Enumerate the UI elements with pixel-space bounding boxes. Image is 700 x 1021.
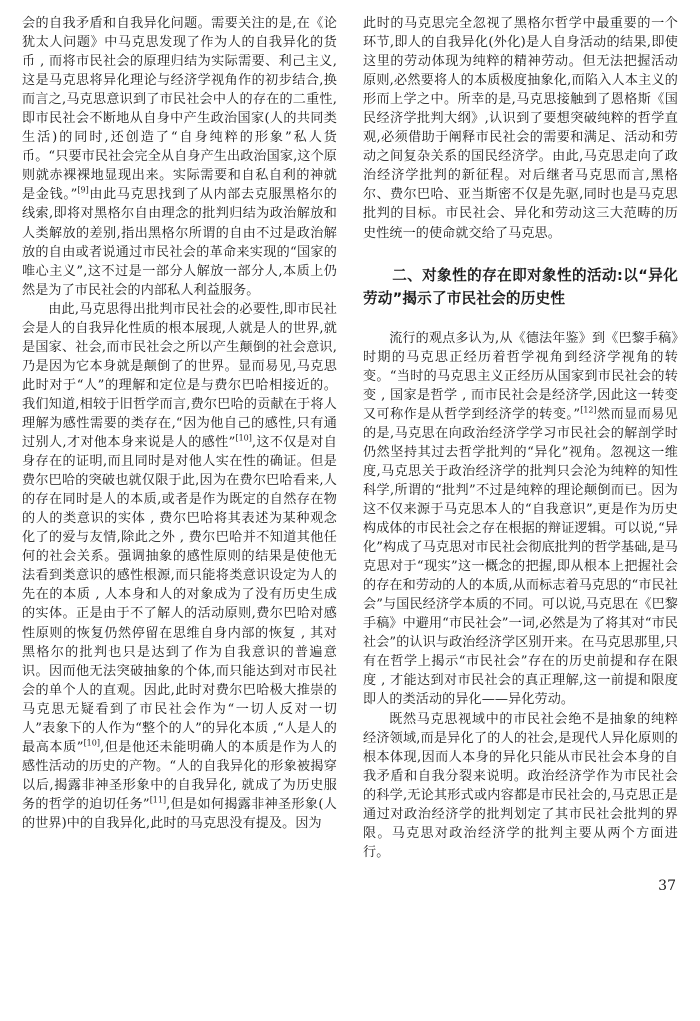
footnote-marker[interactable]: [12] — [580, 405, 597, 415]
section-heading-line-1: 二、对象性的存在即对象性的活动:以 — [392, 266, 639, 284]
footnote-marker[interactable]: [10] — [83, 738, 100, 748]
paragraph-text: 会的自我矛盾和自我异化问题。需要关注的是,在《论犹太人问题》中马克思发现了作为人的自我异化的货币 , 而将市民社会的原理归结为实际需要、利己主义,这是马克思将异化理论与经济学视角作的初步结合,换而言之,马克思意识到了市民社会中人的存在的二重性,即市民社会不断地从自身中产生政治国家(人的共同类生活)的同时,还创造了“自身纯粹的形象”私人货币。“只要市民社会完全从自身产生出政治国家,这个原则就赤裸裸地显现出来。实际需要和自私自利的神就是金钱。” — [22, 16, 337, 203]
page-number: 37 — [658, 877, 676, 894]
footnote-marker[interactable]: [11] — [149, 795, 167, 805]
paragraph-continued-from-previous-page — [22, 14, 337, 300]
paragraph-text-continued: 由此马克思找到了从内部去克服黑格尔的线索,即将对黑格尔自由理念的批判归结为政治解放和人类解放的差别,指出黑格尔所谓的自由不过是政治解放的自由或者说通过市民社会的革命来实现的“国家的唯心主义”,这不过是一部分人解放一部分人,本质上仍然是为了市民社会的内部私人利益服务。 — [22, 187, 337, 298]
footnote-marker[interactable]: [9] — [77, 186, 89, 196]
section-heading — [363, 264, 678, 310]
paragraph-text: 流行的观点多认为,从《德法年鉴》到《巴黎手稿》时期的马克思正经历着哲学视角到经济学视角的转变。“当时的马克思主义正经历从国家到市民社会的转变 , 国家是哲学 , 而市民社会是经济学,因此这一转变又可称作是从哲学到经济学的转变。” — [363, 330, 678, 422]
two-column-layout — [22, 14, 678, 894]
paragraph-text-tail-a: ,但是他还未能明确人的本质是作为人的感性活动的历史的产物。“人的自我异化的形象被揭穿以后,揭露非神圣形象中的自我异化, 就成了为历史服务的哲学的迫切任务” — [22, 739, 337, 812]
paragraph-civil-society-critique — [22, 300, 337, 833]
paragraph-continued-from-left-column: 此时的马克思完全忽视了黑格尔哲学中最重要的一个环节,即人的自我异化(外化)是人自身活动的结果,即使这里的劳动体现为纯粹的精神劳动。但无法把握活动原则,必然要将人的本质极度抽象化,而陷入人本主义的形而上学之中。所幸的是,马克思接触到了恩格斯《国民经济学批判大纲》,认识到了要想突破纯粹的哲学直观,必须借助于阐释市民社会的需要和满足、活动和劳动之间复杂关系的国民经济学。由此,马克思走向了政治经济学批判的新征程。对后继者马克思而言,黑格尔、费尔巴哈、亚当斯密不仅是先驱,同时也是马克思批判的目标。市民社会、异化和劳动这三大范畴的历史性统一的使命就交给了马克思。 — [363, 16, 678, 241]
paragraph-text: 由此,马克思得出批判市民社会的必要性,即市民社会是人的自我异化性质的根本展现,人就是人的世界,就是国家、社会,而市民社会之所以产生颠倒的社会意识,乃是因为它本身就是颠倒了的世界。显而易见,马克思此时对于“人”的理解和定位是与费尔巴哈相接近的。我们知道,相较于旧哲学而言,费尔巴哈的贡献在于将人理解为感性需要的类存在,“因为他自己的感性,只有通过别人,才对他本身来说是人的感性” — [22, 301, 337, 451]
paragraph-text-tail-b: ,但是如何揭露非神圣形象(人的世界)中的自我异化,此时的马克思没有提及。因为 — [22, 796, 337, 831]
section-heading-line-2: “异化劳动”揭示了市民社会的历史性 — [363, 266, 678, 307]
paragraph-political-economy-critique: 既然马克思视域中的市民社会绝不是抽象的纯粹经济领域,而是异化了的人的社会,是现代人异化原则的根本体现,因而人本身的异化只能从市民社会本身的自我矛盾和自我分裂来说明。政治经济学作为市民社会的科学,无论其形式或内容都是市民社会的,马克思正是通过对政治经济学的批判划定了其市民社会批判的界限。马克思对政治经济学的批判主要从两个方面进行。 — [363, 711, 678, 860]
paragraph-alienation-perspective — [363, 329, 678, 710]
paragraph-text-continued: ,这不仅是对自身存在的证明,而且同时是对他人实在性的确证。但是费尔巴哈的突破也就仅限于此,因为在费尔巴哈看来,人的存在同时是人的本质,或者是作为既定的自然存在物的人的类意识的实体 , 费尔巴哈将其表述为某种观念化了的爱与友情,除此之外 , 费尔巴哈并不知道其他任何的社会关系。强调抽象的感性原则的结果是使他无法看到类意识的感性根源,而只能将类意识设定为人的先在的本质 , 人本身和人的对象成为了没有历史生成的实体。正是由于不了解人的活动原则,费尔巴哈对感性原则的恢复仍然停留在思维自身内部的恢复 , 其对黑格尔的批判也只是达到了作为自我意识的普遍意识。因而他无法突破抽象的个体,而只能达到对市民社会的单个人的直观。因此,此时对费尔巴哈极大推崇的马克思无疑看到了市民社会作为“一切人反对一切人”表象下的人作为“整个的人”的异化本质 ,“人是人的最高本质” — [22, 435, 337, 755]
right-column — [363, 14, 678, 894]
paragraph-text-continued: 然而显而易见的是,马克思在向政治经济学学习市民社会的解剖学时仍然坚持其过去哲学批判的“异化”视角。忽视这一维度,马克思关于政治经济学的批判只会沦为纯粹的知性科学,所谓的“批判”不过是纯粹的理论颠倒而已。因为这不仅来源于马克思本人的“自我意识”,更是作为历史构成体的市民社会之存在根据的辩证逻辑。可以说,“异化”构成了马克思对市民社会彻底批判的哲学基础,是马克思对于“现实”这一概念的把握,即从根本上把握社会的存在和劳动的人的本质,从而标志着马克思的“市民社会”与国民经济学本质的不同。可以说,马克思在《巴黎手稿》中避用“市民社会”一词,必然是为了将其对“市民社会”的认识与政治经济学区别开来。在马克思那里,只有在哲学上揭示“市民社会”存在的历史前提和存在限度 , 才能达到对市民社会的真正理解,这一前提和限度即人的类活动的异化——异化劳动。 — [363, 406, 679, 708]
footnote-marker[interactable]: [10] — [235, 433, 252, 443]
left-column — [22, 14, 337, 833]
